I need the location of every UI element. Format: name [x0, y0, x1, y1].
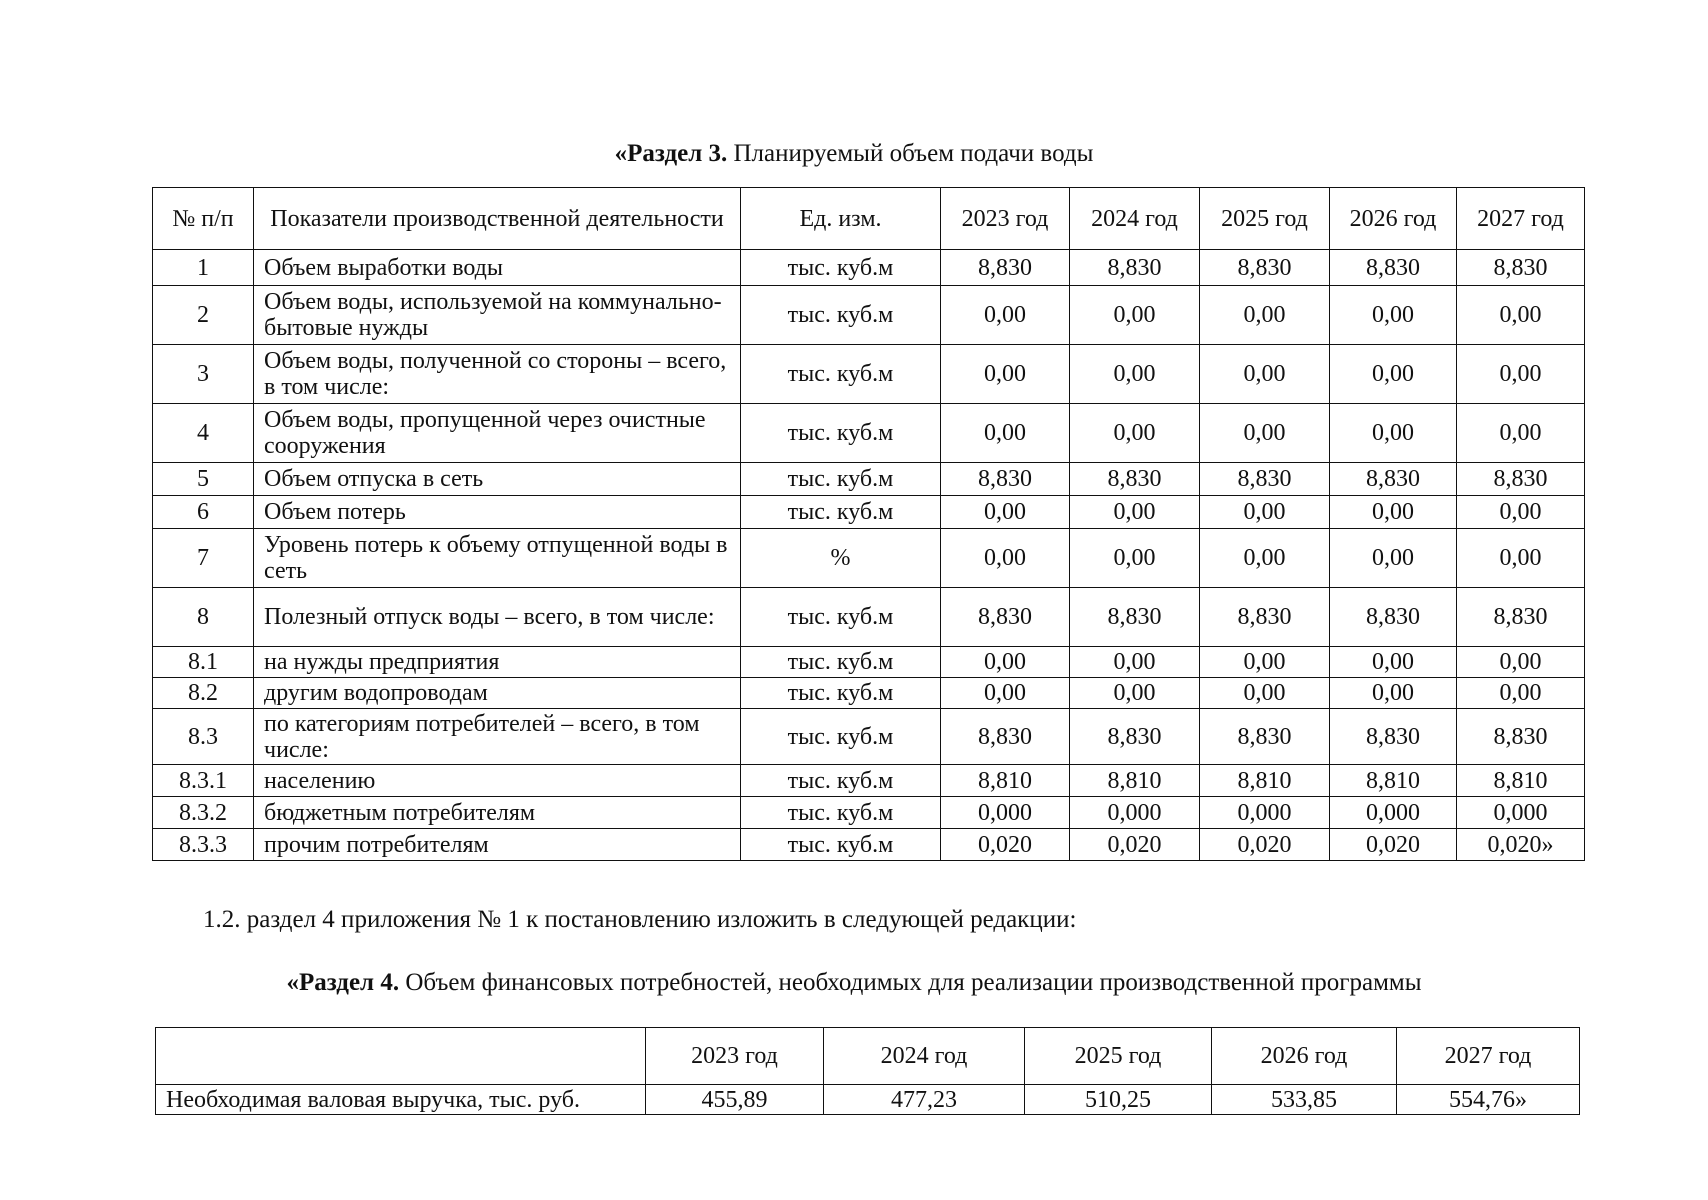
value-cell: 0,00 — [1330, 647, 1457, 678]
header-cell: № п/п — [153, 188, 254, 250]
value-cell: 8,810 — [1070, 765, 1200, 797]
value-cell: 0,000 — [1200, 797, 1330, 829]
value-cell: 8,830 — [1070, 709, 1200, 765]
table-row — [153, 345, 1585, 404]
value-cell: 0,00 — [1457, 286, 1585, 345]
value-cell: 0,00 — [941, 678, 1070, 709]
value-cell: 8,810 — [1200, 765, 1330, 797]
indicator-name-cell: Объем выработки воды — [254, 250, 741, 286]
section4-title-text: Объем финансовых потребностей, необходимых для реализации производственной программы — [399, 969, 1422, 996]
value-cell: 8,830 — [1200, 250, 1330, 286]
value-cell: 8,830 — [1457, 588, 1585, 647]
section4-title-prefix: «Раздел 4. — [286, 969, 400, 996]
value-cell: 8,830 — [1457, 250, 1585, 286]
unit-cell: тыс. куб.м — [741, 345, 941, 404]
value-cell: 8,830 — [1200, 709, 1330, 765]
unit-cell: тыс. куб.м — [741, 496, 941, 529]
table-row — [153, 588, 1585, 647]
value-cell: 8,830 — [1070, 588, 1200, 647]
header-cell: Ед. изм. — [741, 188, 941, 250]
value-cell: 0,00 — [941, 496, 1070, 529]
value-cell: 477,23 — [824, 1085, 1025, 1115]
value-cell: 554,76» — [1397, 1085, 1580, 1115]
header-cell: 2024 год — [824, 1028, 1025, 1085]
indicator-name-cell: Объем воды, используемой на коммунально-бытовые нужды — [254, 286, 741, 345]
table-row — [153, 829, 1585, 861]
value-cell: 8,810 — [1457, 765, 1585, 797]
row-number-cell: 8 — [153, 588, 254, 647]
row-number-cell: 6 — [153, 496, 254, 529]
table-row — [153, 286, 1585, 345]
value-cell: 0,00 — [1330, 529, 1457, 588]
instruction-paragraph: 1.2. раздел 4 приложения № 1 к постановлению изложить в следующей редакции: — [203, 906, 1077, 933]
value-cell: 0,00 — [1200, 678, 1330, 709]
value-cell: 0,020 — [1070, 829, 1200, 861]
header-cell: Показатели производственной деятельности — [254, 188, 741, 250]
section4-title — [0, 968, 1708, 998]
value-cell: 0,000 — [941, 797, 1070, 829]
section3-title — [0, 139, 1708, 169]
row-number-cell: 8.3.3 — [153, 829, 254, 861]
unit-cell: тыс. куб.м — [741, 765, 941, 797]
indicator-name-cell: прочим потребителям — [254, 829, 741, 861]
value-cell: 8,830 — [1457, 463, 1585, 496]
table-row — [153, 250, 1585, 286]
value-cell: 0,00 — [1330, 496, 1457, 529]
header-cell: 2026 год — [1212, 1028, 1397, 1085]
value-cell: 0,00 — [1330, 404, 1457, 463]
value-cell: 8,830 — [941, 588, 1070, 647]
value-cell: 0,020» — [1457, 829, 1585, 861]
value-cell: 8,830 — [1330, 250, 1457, 286]
unit-cell: тыс. куб.м — [741, 647, 941, 678]
table-row — [153, 709, 1585, 765]
indicator-name-cell: Объем воды, полученной со стороны – всего, в том числе: — [254, 345, 741, 404]
value-cell: 8,830 — [1330, 588, 1457, 647]
value-cell: 533,85 — [1212, 1085, 1397, 1115]
unit-cell: тыс. куб.м — [741, 404, 941, 463]
header-cell: 2027 год — [1457, 188, 1585, 250]
value-cell: 0,020 — [1330, 829, 1457, 861]
water-supply-table — [152, 187, 1585, 861]
row-number-cell: 3 — [153, 345, 254, 404]
value-cell: 455,89 — [646, 1085, 824, 1115]
table-header-row — [156, 1028, 1580, 1085]
row-name-cell: Необходимая валовая выручка, тыс. руб. — [156, 1085, 646, 1115]
value-cell: 0,00 — [941, 529, 1070, 588]
section3-title-text: Планируемый объем подачи воды — [727, 140, 1094, 167]
unit-cell: тыс. куб.м — [741, 588, 941, 647]
value-cell: 0,00 — [1200, 647, 1330, 678]
value-cell: 0,00 — [941, 286, 1070, 345]
unit-cell: тыс. куб.м — [741, 678, 941, 709]
value-cell: 8,810 — [941, 765, 1070, 797]
value-cell: 0,00 — [1457, 678, 1585, 709]
indicator-name-cell: Объем потерь — [254, 496, 741, 529]
value-cell: 0,00 — [1070, 529, 1200, 588]
value-cell: 0,00 — [1457, 496, 1585, 529]
indicator-name-cell: Полезный отпуск воды – всего, в том числе: — [254, 588, 741, 647]
unit-cell: % — [741, 529, 941, 588]
header-cell: 2023 год — [646, 1028, 824, 1085]
value-cell: 0,020 — [941, 829, 1070, 861]
unit-cell: тыс. куб.м — [741, 463, 941, 496]
value-cell: 0,020 — [1200, 829, 1330, 861]
section3-title-prefix: «Раздел 3. — [614, 140, 728, 167]
value-cell: 0,00 — [1457, 647, 1585, 678]
value-cell: 0,000 — [1330, 797, 1457, 829]
table-row — [153, 765, 1585, 797]
row-number-cell: 5 — [153, 463, 254, 496]
row-number-cell: 8.1 — [153, 647, 254, 678]
indicator-name-cell: другим водопроводам — [254, 678, 741, 709]
value-cell: 8,830 — [1330, 709, 1457, 765]
unit-cell: тыс. куб.м — [741, 829, 941, 861]
financial-needs-table — [155, 1027, 1580, 1115]
row-number-cell: 1 — [153, 250, 254, 286]
unit-cell: тыс. куб.м — [741, 709, 941, 765]
unit-cell: тыс. куб.м — [741, 286, 941, 345]
value-cell: 8,830 — [1200, 588, 1330, 647]
value-cell: 8,810 — [1330, 765, 1457, 797]
indicator-name-cell: по категориям потребителей – всего, в том числе: — [254, 709, 741, 765]
table-row — [156, 1085, 1580, 1115]
indicator-name-cell: бюджетным потребителям — [254, 797, 741, 829]
table-header-row — [153, 188, 1585, 250]
row-number-cell: 8.2 — [153, 678, 254, 709]
header-cell: 2027 год — [1397, 1028, 1580, 1085]
value-cell: 8,830 — [941, 463, 1070, 496]
value-cell: 8,830 — [1330, 463, 1457, 496]
value-cell: 8,830 — [941, 709, 1070, 765]
value-cell: 0,00 — [1330, 345, 1457, 404]
table-row — [153, 647, 1585, 678]
value-cell: 0,00 — [1070, 345, 1200, 404]
value-cell: 0,000 — [1457, 797, 1585, 829]
value-cell: 8,830 — [941, 250, 1070, 286]
header-cell: 2026 год — [1330, 188, 1457, 250]
table-row — [153, 496, 1585, 529]
header-cell: 2024 год — [1070, 188, 1200, 250]
row-number-cell: 4 — [153, 404, 254, 463]
value-cell: 8,830 — [1457, 709, 1585, 765]
value-cell: 0,00 — [941, 404, 1070, 463]
value-cell: 8,830 — [1070, 463, 1200, 496]
value-cell: 0,00 — [1070, 404, 1200, 463]
table-row — [153, 404, 1585, 463]
value-cell: 0,00 — [1200, 286, 1330, 345]
table-row — [153, 797, 1585, 829]
table-row — [153, 678, 1585, 709]
header-cell: 2025 год — [1200, 188, 1330, 250]
row-number-cell: 2 — [153, 286, 254, 345]
row-number-cell: 8.3 — [153, 709, 254, 765]
row-number-cell: 8.3.2 — [153, 797, 254, 829]
table-row — [153, 529, 1585, 588]
header-cell — [156, 1028, 646, 1085]
value-cell: 0,00 — [1457, 345, 1585, 404]
value-cell: 0,00 — [941, 647, 1070, 678]
value-cell: 0,00 — [1070, 286, 1200, 345]
value-cell: 510,25 — [1025, 1085, 1212, 1115]
value-cell: 8,830 — [1200, 463, 1330, 496]
value-cell: 0,00 — [1070, 496, 1200, 529]
header-cell: 2025 год — [1025, 1028, 1212, 1085]
value-cell: 0,00 — [1200, 345, 1330, 404]
unit-cell: тыс. куб.м — [741, 797, 941, 829]
value-cell: 0,00 — [1070, 678, 1200, 709]
table-row — [153, 463, 1585, 496]
value-cell: 0,000 — [1070, 797, 1200, 829]
value-cell: 0,00 — [1330, 678, 1457, 709]
value-cell: 0,00 — [1200, 404, 1330, 463]
indicator-name-cell: Объем воды, пропущенной через очистные сооружения — [254, 404, 741, 463]
value-cell: 0,00 — [1457, 529, 1585, 588]
value-cell: 0,00 — [1070, 647, 1200, 678]
indicator-name-cell: Уровень потерь к объему отпущенной воды в сеть — [254, 529, 741, 588]
row-number-cell: 7 — [153, 529, 254, 588]
header-cell: 2023 год — [941, 188, 1070, 250]
indicator-name-cell: на нужды предприятия — [254, 647, 741, 678]
value-cell: 0,00 — [1200, 529, 1330, 588]
value-cell: 0,00 — [1330, 286, 1457, 345]
indicator-name-cell: населению — [254, 765, 741, 797]
value-cell: 8,830 — [1070, 250, 1200, 286]
value-cell: 0,00 — [941, 345, 1070, 404]
value-cell: 0,00 — [1457, 404, 1585, 463]
indicator-name-cell: Объем отпуска в сеть — [254, 463, 741, 496]
row-number-cell: 8.3.1 — [153, 765, 254, 797]
unit-cell: тыс. куб.м — [741, 250, 941, 286]
value-cell: 0,00 — [1200, 496, 1330, 529]
